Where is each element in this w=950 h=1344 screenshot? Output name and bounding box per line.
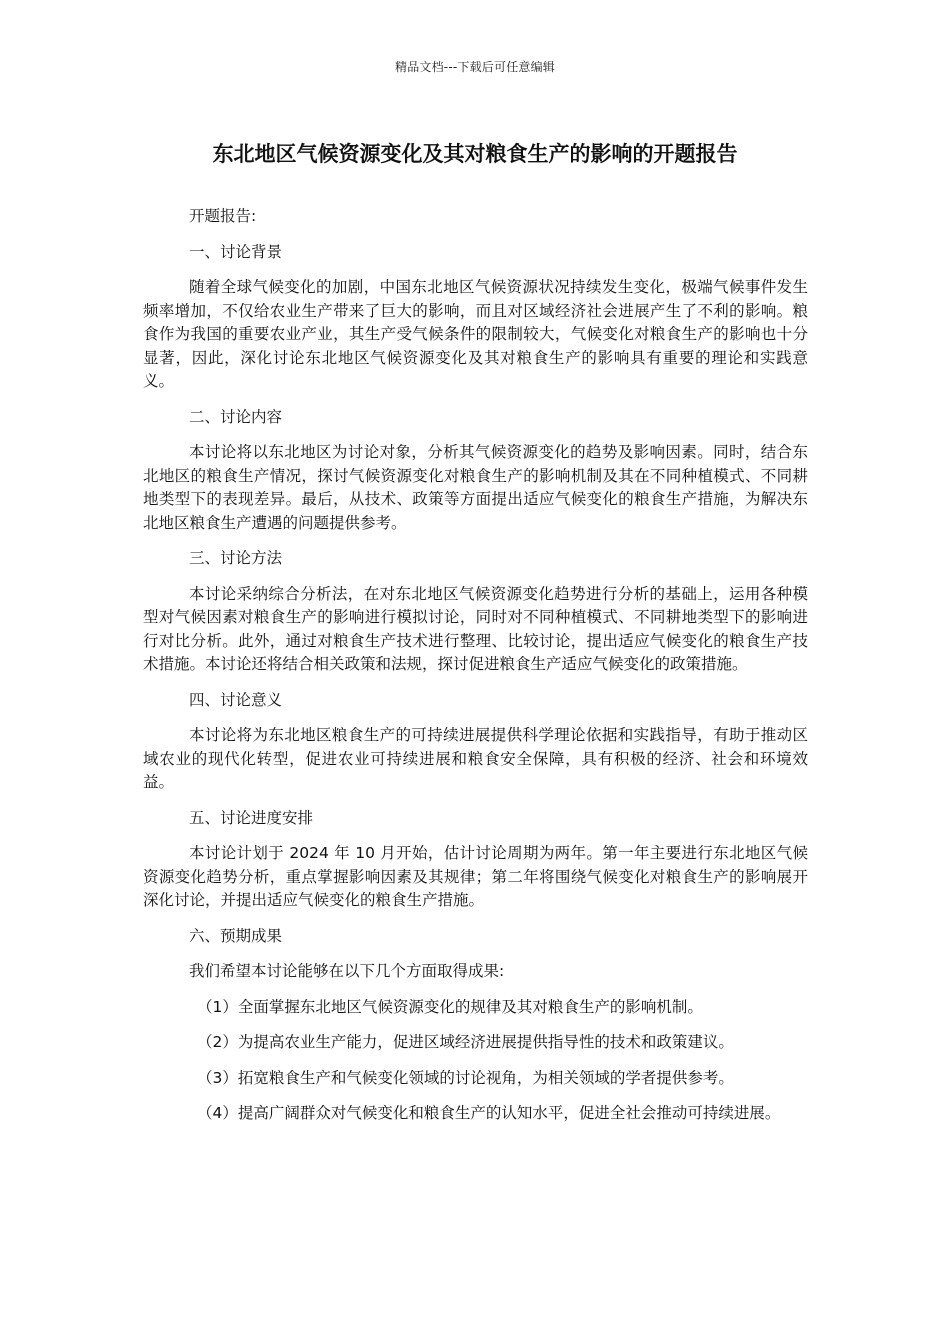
document-body (143, 205, 808, 1138)
outcome-item: （3）拓宽粮食生产和气候变化领域的讨论视角，为相关领域的学者提供参考。 (197, 1068, 734, 1087)
section-heading-content: 二、讨论内容 (189, 407, 283, 426)
outcome-item: （4）提高广阔群众对气候变化和粮食生产的认知水平，促进全社会推动可持续进展。 (197, 1104, 781, 1122)
section-heading-method: 三、讨论方法 (189, 549, 283, 567)
section-paragraph-schedule: 本讨论计划于 2024 年 10 月开始，估计讨论周期为两年。第一年主要进行东北地区气候资源变化趋势分析，重点掌握影响因素及其规律；第二年将围绕气候变化对粮食生产的影响展开深化讨论，并提出适应气候变化的粮食生产措施。 (143, 844, 808, 909)
section-paragraph-background: 随着全球气候变化的加剧，中国东北地区气候资源状况持续发生变化，极端气候事件发生频率增加，不仅给农业生产带来了巨大的影响，而且对区域经济社会进展产生了不利的影响。粮食作为我国的重要农业产业，其生产受气候条件的限制较大，气候变化对粮食生产的影响也十分显著，因此，深化讨论东北地区气候资源变化及其对粮食生产的影响具有重要的理论和实践意义。 (143, 278, 808, 390)
section-paragraph-method: 本讨论采纳综合分析法，在对东北地区气候资源变化趋势进行分析的基础上，运用各种模型对气候因素对粮食生产的影响进行模拟讨论，同时对不同种植模式、不同耕地类型下的影响进行对比分析。此外，通过对粮食生产技术进行整理、比较讨论，提出适应气候变化的粮食生产技术措施。本讨论还将结合相关政策和法规，探讨促进粮食生产适应气候变化的政策措施。 (143, 584, 808, 673)
section-paragraph-content: 本讨论将以东北地区为讨论对象，分析其气候资源变化的趋势及影响因素。同时，结合东北地区的粮食生产情况，探讨气候资源变化对粮食生产的影响机制及其在不同种植模式、不同耕地类型下的表现差异。最后，从技术、政策等方面提出适应气候变化的粮食生产措施，为解决东北地区粮食生产遭遇的问题提供参考。 (143, 443, 808, 532)
intro-label: 开题报告: (189, 207, 257, 225)
section-heading-significance: 四、讨论意义 (189, 690, 283, 709)
section-heading-background: 一、讨论背景 (189, 242, 283, 261)
section-heading-schedule: 五、讨论进度安排 (189, 808, 314, 827)
section-paragraph-significance: 本讨论将为东北地区粮食生产的可持续进展提供科学理论依据和实践指导，有助于推动区域农业的现代化转型，促进农业可持续进展和粮食安全保障，具有积极的经济、社会和环境效益。 (143, 726, 808, 791)
header-note: 精品文档---下载后可任意编辑 (395, 60, 555, 74)
outcome-item: （2）为提高农业生产能力，促进区域经济进展提供指导性的技术和政策建议。 (197, 1033, 734, 1051)
section-heading-outcomes: 六、预期成果 (189, 926, 283, 945)
outcome-item: （1）全面掌握东北地区气候资源变化的规律及其对粮食生产的影响机制。 (197, 997, 703, 1016)
document-title: 东北地区气候资源变化及其对粮食生产的影响的开题报告 (212, 142, 738, 166)
outcomes-lead: 我们希望本讨论能够在以下几个方面取得成果: (189, 962, 505, 980)
